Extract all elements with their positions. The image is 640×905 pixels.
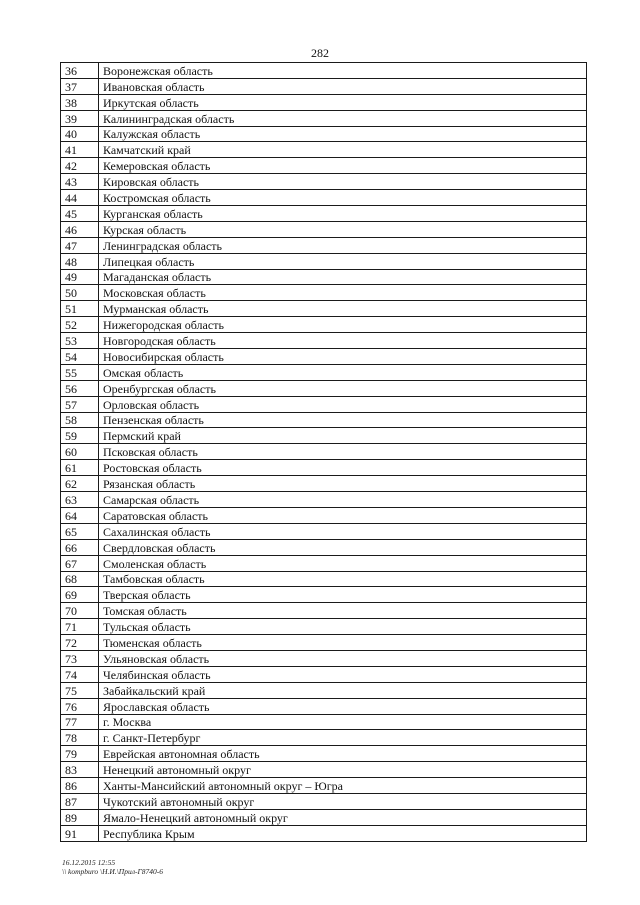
regions-table (60, 62, 587, 842)
region-name-cell: Липецкая область (99, 253, 587, 269)
table-row (61, 762, 587, 778)
region-name-cell: Кемеровская область (99, 158, 587, 174)
region-name-cell: Новосибирская область (99, 349, 587, 365)
table-row (61, 714, 587, 730)
region-code-cell: 71 (61, 619, 99, 635)
table-row (61, 619, 587, 635)
region-code-cell: 75 (61, 682, 99, 698)
table-row (61, 396, 587, 412)
region-name-cell: Курская область (99, 221, 587, 237)
region-code-cell: 69 (61, 587, 99, 603)
region-code-cell: 53 (61, 333, 99, 349)
footer-timestamp: 16.12.2015 12:55 (62, 858, 116, 867)
region-code-cell: 89 (61, 809, 99, 825)
region-name-cell: Республика Крым (99, 825, 587, 841)
region-code-cell: 51 (61, 301, 99, 317)
region-code-cell: 86 (61, 778, 99, 794)
region-name-cell: Ленинградская область (99, 237, 587, 253)
table-row (61, 778, 587, 794)
region-code-cell: 45 (61, 206, 99, 222)
region-name-cell: Тюменская область (99, 635, 587, 651)
table-row (61, 221, 587, 237)
region-name-cell: Пермский край (99, 428, 587, 444)
region-name-cell: Чукотский автономный округ (99, 793, 587, 809)
region-code-cell: 91 (61, 825, 99, 841)
table-row (61, 507, 587, 523)
region-name-cell: Оренбургская область (99, 380, 587, 396)
region-name-cell: Саратовская область (99, 507, 587, 523)
table-row (61, 412, 587, 428)
region-code-cell: 63 (61, 492, 99, 508)
table-row (61, 730, 587, 746)
region-name-cell: Омская область (99, 364, 587, 380)
region-code-cell: 87 (61, 793, 99, 809)
region-name-cell: Смоленская область (99, 555, 587, 571)
region-name-cell: Ульяновская область (99, 650, 587, 666)
region-code-cell: 36 (61, 63, 99, 79)
table-row (61, 666, 587, 682)
region-code-cell: 70 (61, 603, 99, 619)
region-name-cell: Калининградская область (99, 110, 587, 126)
region-name-cell: Тверская область (99, 587, 587, 603)
region-code-cell: 83 (61, 762, 99, 778)
region-name-cell: Иркутская область (99, 94, 587, 110)
region-code-cell: 77 (61, 714, 99, 730)
table-row (61, 253, 587, 269)
region-name-cell: Нижегородская область (99, 317, 587, 333)
table-row (61, 523, 587, 539)
region-code-cell: 52 (61, 317, 99, 333)
table-row (61, 110, 587, 126)
region-code-cell: 37 (61, 78, 99, 94)
region-name-cell: Курганская область (99, 206, 587, 222)
table-row (61, 63, 587, 79)
region-code-cell: 44 (61, 190, 99, 206)
regions-table-body (61, 63, 587, 842)
table-row (61, 158, 587, 174)
region-name-cell: Ростовская область (99, 460, 587, 476)
region-code-cell: 76 (61, 698, 99, 714)
table-row (61, 285, 587, 301)
table-row (61, 317, 587, 333)
table-row (61, 301, 587, 317)
region-code-cell: 74 (61, 666, 99, 682)
footer-file-path: \\ kompburo \Н.И.\Прил-Г8740-6 (62, 867, 164, 876)
region-name-cell: Ярославская область (99, 698, 587, 714)
region-code-cell: 43 (61, 174, 99, 190)
region-name-cell: Челябинская область (99, 666, 587, 682)
table-row (61, 269, 587, 285)
region-code-cell: 40 (61, 126, 99, 142)
table-row (61, 746, 587, 762)
table-row (61, 190, 587, 206)
region-name-cell: Тамбовская область (99, 571, 587, 587)
region-name-cell: г. Санкт-Петербург (99, 730, 587, 746)
document-footer (62, 858, 163, 876)
table-row (61, 460, 587, 476)
table-row (61, 539, 587, 555)
region-name-cell: Сахалинская область (99, 523, 587, 539)
table-row (61, 428, 587, 444)
table-row (61, 126, 587, 142)
table-row (61, 206, 587, 222)
region-code-cell: 67 (61, 555, 99, 571)
table-row (61, 650, 587, 666)
region-name-cell: Ямало-Ненецкий автономный округ (99, 809, 587, 825)
table-row (61, 142, 587, 158)
region-code-cell: 64 (61, 507, 99, 523)
region-name-cell: Костромская область (99, 190, 587, 206)
table-row (61, 349, 587, 365)
table-row (61, 809, 587, 825)
region-code-cell: 41 (61, 142, 99, 158)
table-row (61, 94, 587, 110)
region-code-cell: 73 (61, 650, 99, 666)
table-row (61, 364, 587, 380)
region-code-cell: 39 (61, 110, 99, 126)
region-code-cell: 72 (61, 635, 99, 651)
table-row (61, 174, 587, 190)
region-name-cell: Камчатский край (99, 142, 587, 158)
region-name-cell: Свердловская область (99, 539, 587, 555)
table-row (61, 587, 587, 603)
region-name-cell: Псковская область (99, 444, 587, 460)
region-code-cell: 57 (61, 396, 99, 412)
table-row (61, 555, 587, 571)
region-name-cell: Еврейская автономная область (99, 746, 587, 762)
region-name-cell: Кировская область (99, 174, 587, 190)
region-name-cell: Пензенская область (99, 412, 587, 428)
region-code-cell: 54 (61, 349, 99, 365)
region-code-cell: 68 (61, 571, 99, 587)
region-name-cell: Томская область (99, 603, 587, 619)
region-name-cell: Ивановская область (99, 78, 587, 94)
region-code-cell: 55 (61, 364, 99, 380)
region-name-cell: Московская область (99, 285, 587, 301)
table-row (61, 793, 587, 809)
region-code-cell: 65 (61, 523, 99, 539)
table-row (61, 492, 587, 508)
table-row (61, 682, 587, 698)
table-row (61, 237, 587, 253)
region-name-cell: Воронежская область (99, 63, 587, 79)
region-code-cell: 79 (61, 746, 99, 762)
region-name-cell: Магаданская область (99, 269, 587, 285)
region-code-cell: 50 (61, 285, 99, 301)
table-row (61, 333, 587, 349)
region-code-cell: 42 (61, 158, 99, 174)
region-code-cell: 66 (61, 539, 99, 555)
region-code-cell: 49 (61, 269, 99, 285)
table-row (61, 825, 587, 841)
region-code-cell: 58 (61, 412, 99, 428)
region-name-cell: Калужская область (99, 126, 587, 142)
region-code-cell: 60 (61, 444, 99, 460)
region-code-cell: 47 (61, 237, 99, 253)
region-code-cell: 61 (61, 460, 99, 476)
table-row (61, 78, 587, 94)
region-name-cell: Самарская область (99, 492, 587, 508)
region-name-cell: Тульская область (99, 619, 587, 635)
region-name-cell: Забайкальский край (99, 682, 587, 698)
region-code-cell: 38 (61, 94, 99, 110)
table-row (61, 635, 587, 651)
region-code-cell: 62 (61, 476, 99, 492)
region-name-cell: Новгородская область (99, 333, 587, 349)
table-row (61, 380, 587, 396)
region-name-cell: Рязанская область (99, 476, 587, 492)
region-code-cell: 46 (61, 221, 99, 237)
page-number: 282 (311, 46, 329, 60)
table-row (61, 571, 587, 587)
region-name-cell: Мурманская область (99, 301, 587, 317)
region-name-cell: Ханты-Мансийский автономный округ – Югра (99, 778, 587, 794)
region-code-cell: 56 (61, 380, 99, 396)
region-code-cell: 59 (61, 428, 99, 444)
region-code-cell: 48 (61, 253, 99, 269)
table-row (61, 476, 587, 492)
table-row (61, 444, 587, 460)
table-row (61, 603, 587, 619)
region-name-cell: г. Москва (99, 714, 587, 730)
region-name-cell: Ненецкий автономный округ (99, 762, 587, 778)
table-row (61, 698, 587, 714)
region-name-cell: Орловская область (99, 396, 587, 412)
region-code-cell: 78 (61, 730, 99, 746)
